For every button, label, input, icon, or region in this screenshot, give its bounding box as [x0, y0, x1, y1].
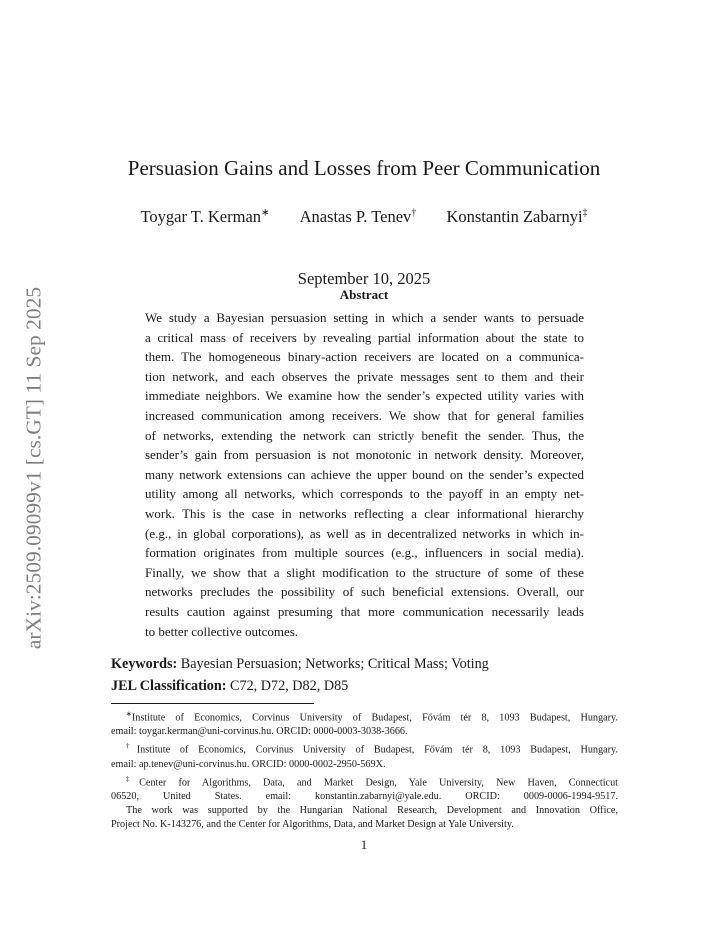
- abstract-line: a critical mass of receivers by revealing partial information about the state to: [145, 329, 584, 345]
- abstract-line: results caution against presuming that more communication necessarily leads: [145, 603, 584, 619]
- footnote-line: email: toygar.kerman@uni-corvinus.hu. ORCID: 0000-0003-3038-3666.: [111, 726, 408, 738]
- abstract-line: (e.g., in global corporations), as well as in decentralized networks in which in-: [145, 525, 584, 541]
- footnote-mark: ‡: [582, 207, 588, 219]
- keywords-label: Keywords:: [111, 656, 178, 672]
- abstract-line: networks precludes the possibility of such beneficial extensions. Overall, our: [145, 584, 584, 600]
- footnote-line: [111, 739, 618, 757]
- abstract-line: to better collective outcomes.: [145, 623, 299, 639]
- abstract-line: sender’s gain from persuasion is not monotonic in network density. Moreover,: [145, 447, 584, 463]
- footnote-rule: [111, 703, 314, 704]
- abstract-line: We study a Bayesian persuasion setting in which a sender wants to persuade: [145, 310, 584, 325]
- footnote-mark: †: [126, 742, 137, 751]
- footnote-line: The work was supported by the Hungarian National Research, Development and Innovation Office,: [126, 805, 618, 817]
- abstract-line: immediate neighbors. We examine how the sender’s expected utility varies with: [145, 388, 584, 404]
- author-zabarnyi: [446, 207, 587, 226]
- abstract-line: tion network, and each observes the private messages sent to them and their: [145, 368, 584, 384]
- footnote-line: [111, 772, 618, 790]
- abstract-line: work. This is the case in networks reflecting a clear informational hierarchy: [145, 505, 584, 521]
- footnote-line: Project No. K-143276, and the Center for Algorithms, Data, and Market Design at Yale University.: [111, 819, 514, 831]
- arxiv-identifier: arXiv:2509.09099v1 [cs.GT] 11 Sep 2025: [21, 286, 46, 650]
- jel-codes: C72, D72, D82, D85: [230, 678, 349, 694]
- abstract-line: increased communication among receivers. We show that for general families: [145, 407, 584, 423]
- abstract-line: many network extensions can achieve the upper bound on the sender’s expected: [145, 466, 584, 482]
- paper-title: Persuasion Gains and Losses from Peer Communication: [127, 156, 601, 180]
- jel-label: JEL Classification:: [111, 678, 227, 694]
- author-kerman: [140, 207, 269, 226]
- footnote-line: email: ap.tenev@uni-corvinus.hu. ORCID: 0000-0002-2950-569X.: [111, 758, 386, 770]
- keywords: [111, 656, 489, 673]
- footnote-mark: ‡: [126, 774, 140, 783]
- footnotes: [111, 707, 618, 832]
- abstract-line: Finally, we show that a slight modification to the structure of some of these: [145, 564, 584, 580]
- author-name: Anastas P. Tenev: [299, 207, 412, 226]
- jel-classification: [111, 678, 348, 695]
- abstract-line: formation originates from multiple sources (e.g., influencers in social media).: [145, 545, 584, 561]
- abstract-line: of networks, extending the network can strictly benefit the sender. Thus, the: [145, 427, 584, 443]
- footnote-text: Institute of Economics, Corvinus University of Budapest, Fővám tér 8, 1093 Budapest, Hungary.: [131, 712, 618, 724]
- author-name: Konstantin Zabarnyi: [446, 207, 583, 226]
- footnote-text: Center for Algorithms, Data, and Market Design, Yale University, New Haven, Connecticut: [139, 777, 618, 789]
- page-number: 1: [360, 837, 368, 852]
- footnote-line: 06520, United States. email: konstantin.zabarnyi@yale.edu. ORCID: 0009-0006-1994-9517.: [111, 791, 618, 803]
- author-tenev: [300, 207, 417, 226]
- abstract-line: them. The homogeneous binary-action receivers are located on a communica-: [145, 349, 584, 365]
- footnote-mark: †: [411, 207, 417, 219]
- footnote-line: [111, 707, 618, 725]
- author-list: [0, 207, 720, 227]
- abstract-heading: Abstract: [339, 287, 389, 302]
- author-name: Toygar T. Kerman: [140, 207, 262, 226]
- keywords-text: Bayesian Persuasion; Networks; Critical Mass; Voting: [180, 656, 489, 672]
- abstract-body: [145, 308, 584, 641]
- footnote-text: Institute of Economics, Corvinus University of Budapest, Fővám tér 8, 1093 Budapest, Hungary.: [136, 744, 619, 756]
- publication-date: September 10, 2025: [297, 269, 431, 288]
- abstract-line: utility among all networks, which corresponds to the payoff in an empty net-: [145, 486, 584, 502]
- footnote-mark: ∗: [126, 710, 132, 718]
- footnote-mark: ∗: [261, 207, 270, 219]
